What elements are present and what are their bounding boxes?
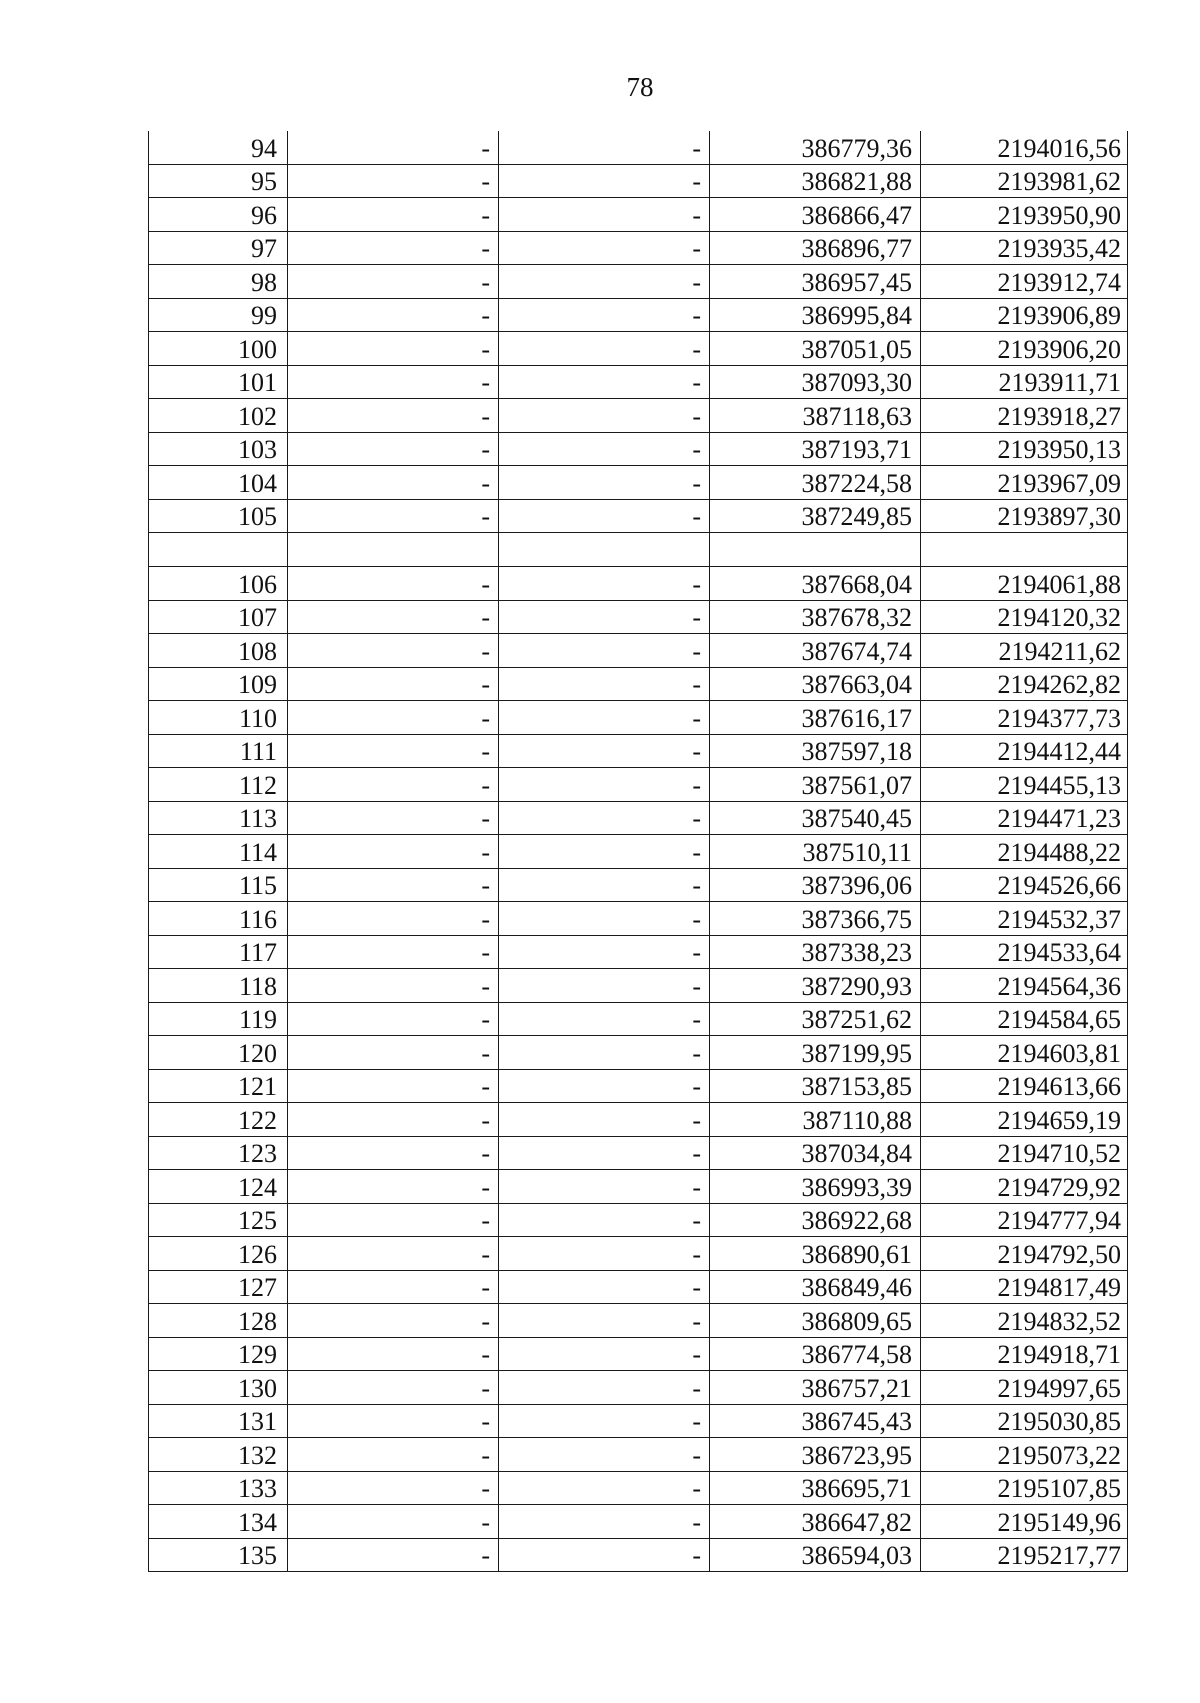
table-row xyxy=(149,432,1128,466)
y-coordinate-cell: 2194488,22 xyxy=(921,835,1128,869)
dash-cell: - xyxy=(288,1505,499,1539)
table-row xyxy=(149,332,1128,366)
y-coordinate-cell: 2193967,09 xyxy=(921,466,1128,500)
table-row xyxy=(149,1203,1128,1237)
y-coordinate-cell: 2194532,37 xyxy=(921,902,1128,936)
y-coordinate-cell: 2194792,50 xyxy=(921,1237,1128,1271)
dash-cell: - xyxy=(288,935,499,969)
dash-cell: - xyxy=(288,902,499,936)
dash-cell: - xyxy=(288,1002,499,1036)
point-number-cell: 115 xyxy=(149,868,288,902)
dash-cell: - xyxy=(288,835,499,869)
dash-cell: - xyxy=(288,969,499,1003)
y-coordinate-cell: 2194061,88 xyxy=(921,567,1128,601)
point-number-cell: 104 xyxy=(149,466,288,500)
point-number-cell: 128 xyxy=(149,1304,288,1338)
x-coordinate-cell: 387110,88 xyxy=(710,1103,921,1137)
dash-cell: - xyxy=(288,768,499,802)
table-row xyxy=(149,1069,1128,1103)
dash-cell: - xyxy=(288,1136,499,1170)
point-number-cell: 108 xyxy=(149,634,288,668)
point-number-cell: 132 xyxy=(149,1438,288,1472)
dash-cell: - xyxy=(288,1069,499,1103)
dash-cell: - xyxy=(499,1337,710,1371)
table-row xyxy=(149,1270,1128,1304)
y-coordinate-cell: 2194997,65 xyxy=(921,1371,1128,1405)
x-coordinate-cell: 386890,61 xyxy=(710,1237,921,1271)
table-row xyxy=(149,634,1128,668)
dash-cell: - xyxy=(499,935,710,969)
dash-cell: - xyxy=(288,868,499,902)
dash-cell: - xyxy=(499,835,710,869)
dash-cell: - xyxy=(499,399,710,433)
point-number-cell: 127 xyxy=(149,1270,288,1304)
x-coordinate-cell: 386993,39 xyxy=(710,1170,921,1204)
dash-cell: - xyxy=(499,902,710,936)
y-coordinate-cell: 2194918,71 xyxy=(921,1337,1128,1371)
table-row xyxy=(149,466,1128,500)
dash-cell: - xyxy=(288,734,499,768)
dash-cell: - xyxy=(288,265,499,299)
dash-cell: - xyxy=(499,265,710,299)
table-row xyxy=(149,265,1128,299)
y-coordinate-cell: 2194262,82 xyxy=(921,667,1128,701)
table-row xyxy=(149,1404,1128,1438)
y-coordinate-cell: 2194817,49 xyxy=(921,1270,1128,1304)
point-number-cell: 119 xyxy=(149,1002,288,1036)
dash-cell: - xyxy=(288,634,499,668)
table-row xyxy=(149,935,1128,969)
table-row xyxy=(149,131,1128,164)
dash-cell: - xyxy=(288,667,499,701)
point-number-cell: 118 xyxy=(149,969,288,1003)
dash-cell: - xyxy=(499,1438,710,1472)
table-row xyxy=(149,734,1128,768)
dash-cell: - xyxy=(499,868,710,902)
dash-cell: - xyxy=(499,332,710,366)
x-coordinate-cell: 387224,58 xyxy=(710,466,921,500)
point-number-cell: 120 xyxy=(149,1036,288,1070)
point-number-cell: 95 xyxy=(149,164,288,198)
dash-cell: - xyxy=(288,1170,499,1204)
point-number-cell: 111 xyxy=(149,734,288,768)
dash-cell: - xyxy=(499,969,710,1003)
dash-cell: - xyxy=(288,432,499,466)
point-number-cell: 117 xyxy=(149,935,288,969)
point-number-cell: 100 xyxy=(149,332,288,366)
point-number-cell: 123 xyxy=(149,1136,288,1170)
dash-cell: - xyxy=(499,1505,710,1539)
table-row xyxy=(149,1304,1128,1338)
coordinates-table xyxy=(148,131,1128,1572)
dash-cell: - xyxy=(288,298,499,332)
dash-cell: - xyxy=(288,499,499,533)
page-number: 78 xyxy=(626,72,654,102)
dash-cell: - xyxy=(288,1538,499,1572)
point-number-cell: 135 xyxy=(149,1538,288,1572)
y-coordinate-cell: 2194564,36 xyxy=(921,969,1128,1003)
y-coordinate-cell: 2193897,30 xyxy=(921,499,1128,533)
dash-cell: - xyxy=(499,701,710,735)
table-row xyxy=(149,701,1128,735)
x-coordinate-cell: 387561,07 xyxy=(710,768,921,802)
y-coordinate-cell: 2193911,71 xyxy=(921,365,1128,399)
table-row xyxy=(149,1237,1128,1271)
table-row xyxy=(149,835,1128,869)
y-coordinate-cell: 2194659,19 xyxy=(921,1103,1128,1137)
point-number-cell: 96 xyxy=(149,198,288,232)
y-coordinate-cell: 2193906,20 xyxy=(921,332,1128,366)
x-coordinate-cell: 386809,65 xyxy=(710,1304,921,1338)
table-row xyxy=(149,1002,1128,1036)
dash-cell: - xyxy=(499,768,710,802)
dash-cell: - xyxy=(499,1203,710,1237)
table-row xyxy=(149,198,1128,232)
x-coordinate-cell: 386745,43 xyxy=(710,1404,921,1438)
y-coordinate-cell: 2194832,52 xyxy=(921,1304,1128,1338)
x-coordinate-cell: 387093,30 xyxy=(710,365,921,399)
dash-cell: - xyxy=(288,164,499,198)
table-row xyxy=(149,600,1128,634)
y-coordinate-cell: 2194584,65 xyxy=(921,1002,1128,1036)
table-row xyxy=(149,298,1128,332)
x-coordinate-cell: 387396,06 xyxy=(710,868,921,902)
x-coordinate-cell: 386922,68 xyxy=(710,1203,921,1237)
dash-cell: - xyxy=(499,734,710,768)
dash-cell: - xyxy=(288,466,499,500)
x-coordinate-cell: 387510,11 xyxy=(710,835,921,869)
point-number-cell: 126 xyxy=(149,1237,288,1271)
x-coordinate-cell: 386995,84 xyxy=(710,298,921,332)
x-coordinate-cell: 386849,46 xyxy=(710,1270,921,1304)
dash-cell: - xyxy=(499,164,710,198)
x-coordinate-cell: 387251,62 xyxy=(710,1002,921,1036)
x-coordinate-cell xyxy=(710,533,921,567)
point-number-cell: 113 xyxy=(149,801,288,835)
point-number-cell: 97 xyxy=(149,231,288,265)
dash-cell: - xyxy=(288,131,499,164)
x-coordinate-cell: 387118,63 xyxy=(710,399,921,433)
table-row xyxy=(149,1538,1128,1572)
table-row xyxy=(149,499,1128,533)
table-row xyxy=(149,1438,1128,1472)
dash-cell: - xyxy=(288,701,499,735)
table-row xyxy=(149,399,1128,433)
table-row-empty xyxy=(149,533,1128,567)
y-coordinate-cell: 2194211,62 xyxy=(921,634,1128,668)
dash-cell: - xyxy=(288,1270,499,1304)
dash-cell: - xyxy=(499,1371,710,1405)
x-coordinate-cell: 386757,21 xyxy=(710,1371,921,1405)
point-number-cell: 106 xyxy=(149,567,288,601)
y-coordinate-cell: 2194533,64 xyxy=(921,935,1128,969)
x-coordinate-cell: 387616,17 xyxy=(710,701,921,735)
x-coordinate-cell: 386647,82 xyxy=(710,1505,921,1539)
y-coordinate-cell: 2194471,23 xyxy=(921,801,1128,835)
x-coordinate-cell: 387290,93 xyxy=(710,969,921,1003)
point-number-cell: 102 xyxy=(149,399,288,433)
x-coordinate-cell: 387051,05 xyxy=(710,332,921,366)
table-row xyxy=(149,567,1128,601)
point-number-cell: 107 xyxy=(149,600,288,634)
y-coordinate-cell: 2194603,81 xyxy=(921,1036,1128,1070)
dash-cell: - xyxy=(499,231,710,265)
dash-cell: - xyxy=(288,801,499,835)
point-number-cell: 134 xyxy=(149,1505,288,1539)
y-coordinate-cell: 2193950,90 xyxy=(921,198,1128,232)
point-number-cell: 99 xyxy=(149,298,288,332)
table-row xyxy=(149,1371,1128,1405)
y-coordinate-cell: 2195149,96 xyxy=(921,1505,1128,1539)
x-coordinate-cell: 386779,36 xyxy=(710,131,921,164)
dash-cell: - xyxy=(499,634,710,668)
point-number-cell: 103 xyxy=(149,432,288,466)
dash-cell: - xyxy=(499,1237,710,1271)
dash-cell: - xyxy=(499,801,710,835)
point-number-cell: 133 xyxy=(149,1471,288,1505)
dash-cell: - xyxy=(499,1404,710,1438)
dash-cell: - xyxy=(499,1170,710,1204)
point-number-cell: 121 xyxy=(149,1069,288,1103)
y-coordinate-cell: 2194412,44 xyxy=(921,734,1128,768)
point-number-cell: 122 xyxy=(149,1103,288,1137)
dash-cell xyxy=(288,533,499,567)
point-number-cell: 109 xyxy=(149,667,288,701)
dash-cell: - xyxy=(288,231,499,265)
x-coordinate-cell: 387366,75 xyxy=(710,902,921,936)
point-number-cell: 105 xyxy=(149,499,288,533)
dash-cell: - xyxy=(499,499,710,533)
table-row xyxy=(149,868,1128,902)
dash-cell: - xyxy=(499,1270,710,1304)
dash-cell: - xyxy=(499,600,710,634)
y-coordinate-cell: 2193935,42 xyxy=(921,231,1128,265)
x-coordinate-cell: 386866,47 xyxy=(710,198,921,232)
dash-cell: - xyxy=(499,1069,710,1103)
y-coordinate-cell: 2195030,85 xyxy=(921,1404,1128,1438)
dash-cell: - xyxy=(288,600,499,634)
x-coordinate-cell: 387199,95 xyxy=(710,1036,921,1070)
dash-cell: - xyxy=(499,1036,710,1070)
x-coordinate-cell: 387663,04 xyxy=(710,667,921,701)
point-number-cell: 98 xyxy=(149,265,288,299)
y-coordinate-cell: 2194377,73 xyxy=(921,701,1128,735)
dash-cell: - xyxy=(499,432,710,466)
x-coordinate-cell: 386723,95 xyxy=(710,1438,921,1472)
x-coordinate-cell: 387674,74 xyxy=(710,634,921,668)
dash-cell: - xyxy=(499,1002,710,1036)
dash-cell: - xyxy=(288,1036,499,1070)
x-coordinate-cell: 386896,77 xyxy=(710,231,921,265)
x-coordinate-cell: 387597,18 xyxy=(710,734,921,768)
table-row xyxy=(149,1505,1128,1539)
y-coordinate-cell: 2193950,13 xyxy=(921,432,1128,466)
dash-cell: - xyxy=(288,1438,499,1472)
x-coordinate-cell: 386774,58 xyxy=(710,1337,921,1371)
dash-cell: - xyxy=(499,131,710,164)
y-coordinate-cell: 2194729,92 xyxy=(921,1170,1128,1204)
y-coordinate-cell: 2195217,77 xyxy=(921,1538,1128,1572)
y-coordinate-cell: 2194526,66 xyxy=(921,868,1128,902)
x-coordinate-cell: 387338,23 xyxy=(710,935,921,969)
dash-cell: - xyxy=(499,298,710,332)
table-row xyxy=(149,1471,1128,1505)
dash-cell: - xyxy=(288,365,499,399)
table-row xyxy=(149,164,1128,198)
point-number-cell: 125 xyxy=(149,1203,288,1237)
x-coordinate-cell: 387540,45 xyxy=(710,801,921,835)
dash-cell: - xyxy=(288,1203,499,1237)
table-body xyxy=(149,131,1128,1572)
dash-cell: - xyxy=(288,1103,499,1137)
point-number-cell: 129 xyxy=(149,1337,288,1371)
table-row xyxy=(149,969,1128,1003)
point-number-cell: 116 xyxy=(149,902,288,936)
y-coordinate-cell: 2195107,85 xyxy=(921,1471,1128,1505)
y-coordinate-cell xyxy=(921,533,1128,567)
dash-cell: - xyxy=(499,1103,710,1137)
dash-cell: - xyxy=(499,1471,710,1505)
dash-cell: - xyxy=(288,1237,499,1271)
dash-cell: - xyxy=(499,567,710,601)
x-coordinate-cell: 387668,04 xyxy=(710,567,921,601)
y-coordinate-cell: 2193918,27 xyxy=(921,399,1128,433)
y-coordinate-cell: 2193906,89 xyxy=(921,298,1128,332)
point-number-cell xyxy=(149,533,288,567)
point-number-cell: 124 xyxy=(149,1170,288,1204)
dash-cell: - xyxy=(288,567,499,601)
point-number-cell: 112 xyxy=(149,768,288,802)
dash-cell: - xyxy=(499,466,710,500)
x-coordinate-cell: 386594,03 xyxy=(710,1538,921,1572)
table-row xyxy=(149,1170,1128,1204)
y-coordinate-cell: 2194016,56 xyxy=(921,131,1128,164)
y-coordinate-cell: 2194455,13 xyxy=(921,768,1128,802)
dash-cell xyxy=(499,533,710,567)
y-coordinate-cell: 2193912,74 xyxy=(921,265,1128,299)
dash-cell: - xyxy=(499,1136,710,1170)
point-number-cell: 101 xyxy=(149,365,288,399)
point-number-cell: 114 xyxy=(149,835,288,869)
dash-cell: - xyxy=(288,1304,499,1338)
y-coordinate-cell: 2194710,52 xyxy=(921,1136,1128,1170)
dash-cell: - xyxy=(288,399,499,433)
table-row xyxy=(149,1103,1128,1137)
point-number-cell: 94 xyxy=(149,131,288,164)
table-row xyxy=(149,365,1128,399)
dash-cell: - xyxy=(499,198,710,232)
dash-cell: - xyxy=(288,198,499,232)
dash-cell: - xyxy=(499,1538,710,1572)
x-coordinate-cell: 387678,32 xyxy=(710,600,921,634)
table-row xyxy=(149,902,1128,936)
y-coordinate-cell: 2194613,66 xyxy=(921,1069,1128,1103)
y-coordinate-cell: 2194777,94 xyxy=(921,1203,1128,1237)
point-number-cell: 110 xyxy=(149,701,288,735)
x-coordinate-cell: 387193,71 xyxy=(710,432,921,466)
table-row xyxy=(149,1337,1128,1371)
table-row xyxy=(149,667,1128,701)
dash-cell: - xyxy=(288,1371,499,1405)
y-coordinate-cell: 2193981,62 xyxy=(921,164,1128,198)
dash-cell: - xyxy=(499,365,710,399)
x-coordinate-cell: 387249,85 xyxy=(710,499,921,533)
dash-cell: - xyxy=(499,1304,710,1338)
x-coordinate-cell: 387034,84 xyxy=(710,1136,921,1170)
table-row xyxy=(149,1136,1128,1170)
x-coordinate-cell: 386957,45 xyxy=(710,265,921,299)
table-row xyxy=(149,1036,1128,1070)
point-number-cell: 131 xyxy=(149,1404,288,1438)
dash-cell: - xyxy=(288,1404,499,1438)
dash-cell: - xyxy=(288,1471,499,1505)
dash-cell: - xyxy=(288,332,499,366)
x-coordinate-cell: 386695,71 xyxy=(710,1471,921,1505)
dash-cell: - xyxy=(499,667,710,701)
dash-cell: - xyxy=(288,1337,499,1371)
table-row xyxy=(149,768,1128,802)
table-row xyxy=(149,231,1128,265)
y-coordinate-cell: 2194120,32 xyxy=(921,600,1128,634)
y-coordinate-cell: 2195073,22 xyxy=(921,1438,1128,1472)
x-coordinate-cell: 387153,85 xyxy=(710,1069,921,1103)
table-row xyxy=(149,801,1128,835)
point-number-cell: 130 xyxy=(149,1371,288,1405)
x-coordinate-cell: 386821,88 xyxy=(710,164,921,198)
